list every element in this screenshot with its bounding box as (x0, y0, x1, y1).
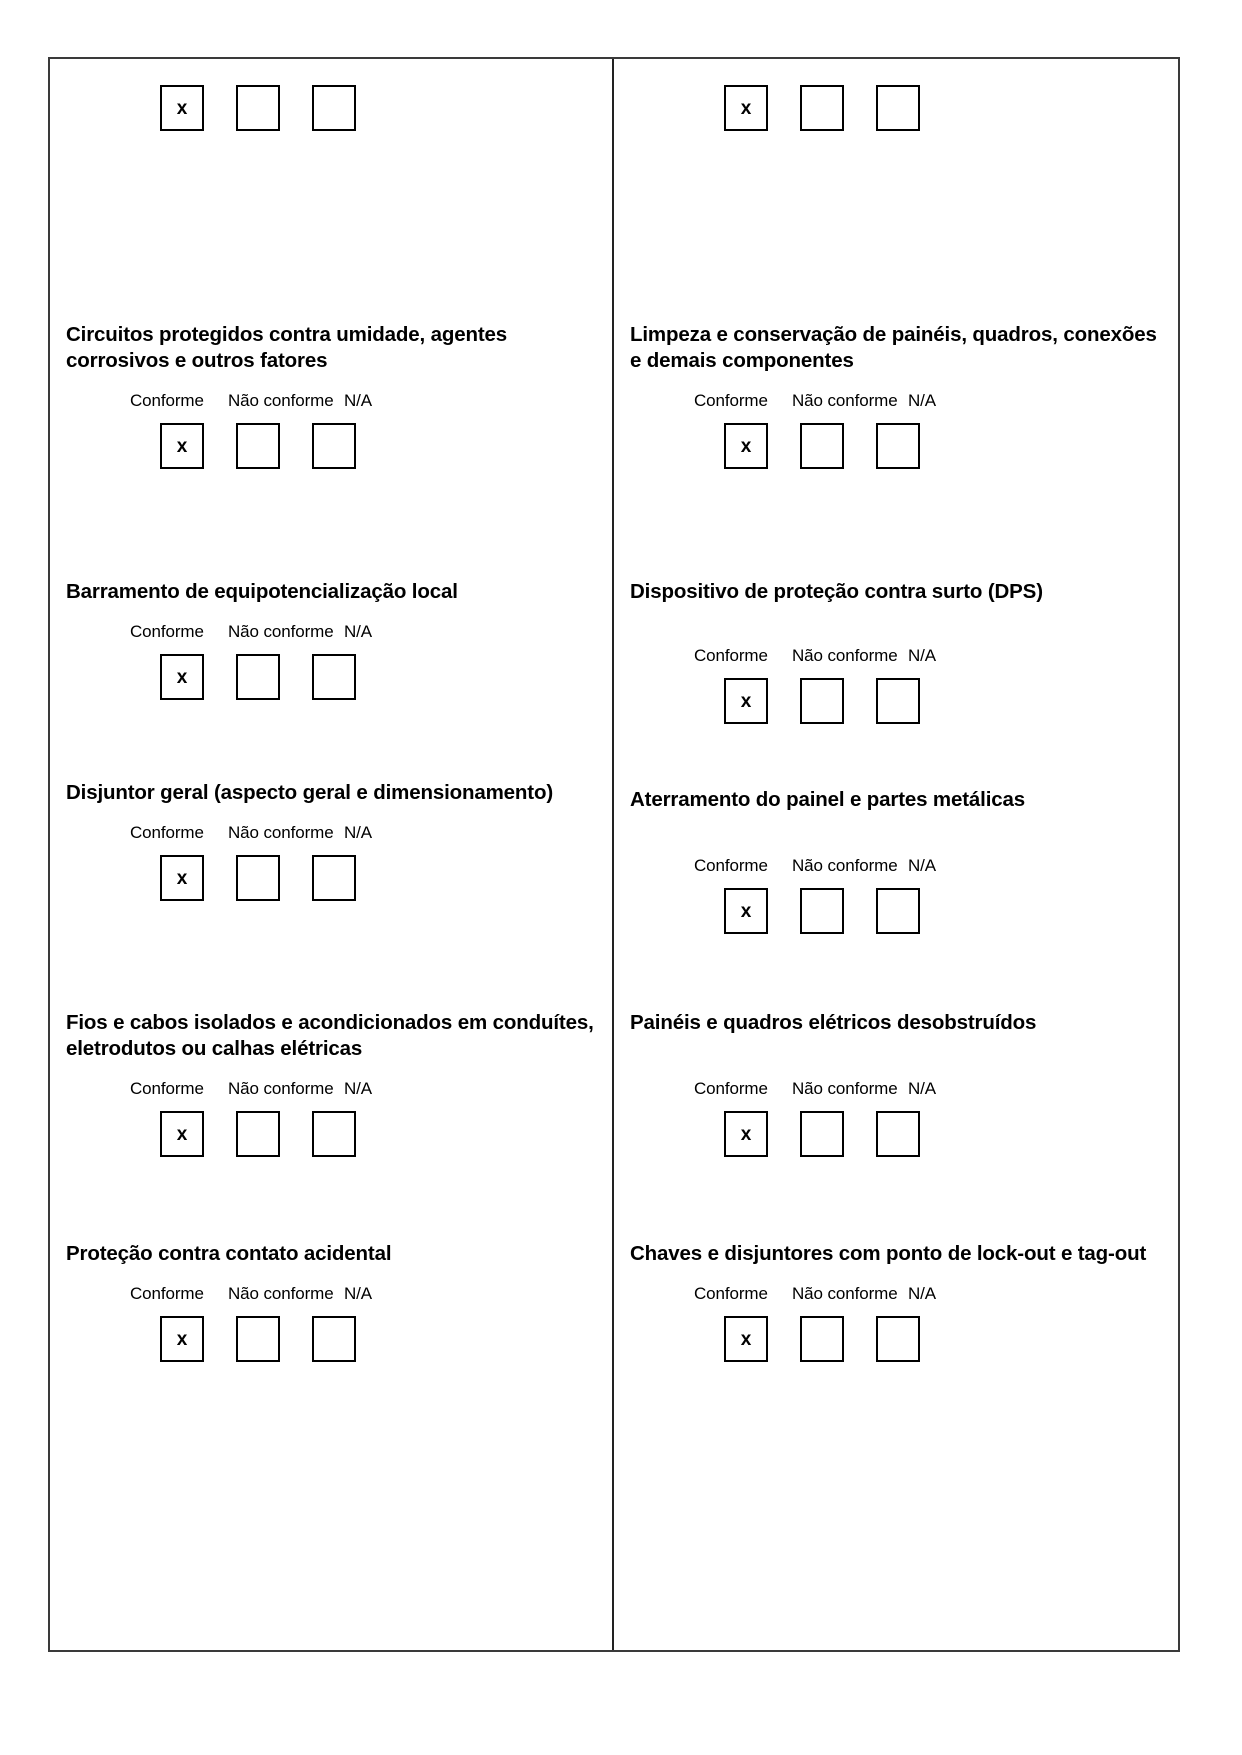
option-label-conforme: Conforme (694, 856, 768, 876)
option-label-na: N/A (344, 622, 373, 642)
checklist-item (614, 579, 1178, 724)
checkbox-conforme[interactable]: x (724, 1111, 768, 1157)
checkbox-row (50, 855, 612, 901)
checkbox-nao-conforme[interactable] (236, 423, 280, 469)
checkbox-conforme[interactable]: x (724, 888, 768, 934)
checklist-frame (48, 57, 1180, 1652)
checklist-item (614, 1010, 1178, 1157)
checklist-item-title: Painéis e quadros elétricos desobstruídos (630, 1011, 1037, 1034)
checkbox-row (50, 1316, 612, 1362)
checkbox-nao-conforme[interactable] (236, 85, 280, 131)
checkbox-nao-conforme[interactable] (800, 1316, 844, 1362)
checkbox-nao-conforme[interactable] (236, 654, 280, 700)
checklist-item-title: Limpeza e conservação de painéis, quadros, conexões e demais componentes (630, 323, 1157, 373)
checklist-item (50, 780, 612, 901)
checkbox-na[interactable] (312, 1111, 356, 1157)
checklist-column-right (614, 59, 1178, 1650)
checkbox-nao-conforme[interactable] (800, 678, 844, 724)
option-label-nao-conforme: Não conforme (792, 646, 898, 666)
option-label-nao-conforme: Não conforme (228, 391, 334, 411)
option-label-na: N/A (344, 391, 373, 411)
checkbox-nao-conforme[interactable] (236, 1111, 280, 1157)
option-label-nao-conforme: Não conforme (228, 1079, 334, 1099)
option-label-row (614, 647, 1178, 664)
checklist-item-title: Chaves e disjuntores com ponto de lock-out e tag-out (630, 1242, 1147, 1265)
checkbox-nao-conforme[interactable] (800, 888, 844, 934)
option-label-row (50, 824, 612, 841)
checkbox-row (50, 423, 612, 469)
checkbox-nao-conforme[interactable] (800, 85, 844, 131)
checkbox-row (614, 888, 1178, 934)
checklist-item-title: Circuitos protegidos contra umidade, agentes corrosivos e outros fatores (66, 323, 508, 373)
checkbox-row (614, 1111, 1178, 1157)
option-label-na: N/A (344, 1079, 373, 1099)
option-label-conforme: Conforme (694, 1284, 768, 1304)
checkbox-conforme[interactable]: x (724, 678, 768, 724)
checkbox-conforme[interactable]: x (160, 423, 204, 469)
checklist-item (614, 787, 1178, 934)
checkbox-row (50, 1111, 612, 1157)
option-label-nao-conforme: Não conforme (792, 1079, 898, 1099)
option-label-row (50, 1080, 612, 1097)
option-label-nao-conforme: Não conforme (228, 823, 334, 843)
checklist-item (614, 322, 1178, 469)
option-label-conforme: Conforme (694, 646, 768, 666)
option-label-na: N/A (908, 391, 937, 411)
orphan-checkbox-group-right (614, 71, 1178, 131)
orphan-checkbox-group-left (50, 71, 612, 131)
option-label-nao-conforme: Não conforme (228, 1284, 334, 1304)
option-label-row (50, 623, 612, 640)
option-label-na: N/A (908, 646, 937, 666)
checkbox-conforme[interactable]: x (724, 85, 768, 131)
checkbox-conforme[interactable]: x (160, 1111, 204, 1157)
checkbox-na[interactable] (312, 1316, 356, 1362)
checkbox-conforme[interactable]: x (724, 1316, 768, 1362)
checkbox-na[interactable] (876, 423, 920, 469)
option-label-na: N/A (344, 823, 373, 843)
checkbox-nao-conforme[interactable] (236, 1316, 280, 1362)
checkbox-row (614, 678, 1178, 724)
checkbox-conforme[interactable]: x (160, 654, 204, 700)
option-label-conforme: Conforme (130, 391, 204, 411)
checkbox-nao-conforme[interactable] (800, 423, 844, 469)
checklist-item-title: Fios e cabos isolados e acondicionados em conduítes, eletrodutos ou calhas elétricas (66, 1011, 594, 1061)
option-label-na: N/A (344, 1284, 373, 1304)
option-label-conforme: Conforme (130, 823, 204, 843)
option-label-conforme: Conforme (130, 1079, 204, 1099)
checklist-item (50, 1241, 612, 1362)
checkbox-row (614, 423, 1178, 469)
checkbox-conforme[interactable]: x (724, 423, 768, 469)
checkbox-nao-conforme[interactable] (800, 1111, 844, 1157)
checkbox-row (614, 85, 1178, 131)
checkbox-nao-conforme[interactable] (236, 855, 280, 901)
option-label-nao-conforme: Não conforme (792, 391, 898, 411)
checklist-item (50, 1010, 612, 1157)
checkbox-na[interactable] (312, 423, 356, 469)
option-label-row (614, 1285, 1178, 1302)
option-label-nao-conforme: Não conforme (228, 622, 334, 642)
checklist-item-title: Dispositivo de proteção contra surto (DPS) (630, 580, 1043, 603)
checklist-item-title: Proteção contra contato acidental (66, 1242, 392, 1265)
checkbox-row (50, 654, 612, 700)
checklist-item (50, 322, 612, 469)
checkbox-row (614, 1316, 1178, 1362)
option-label-row (614, 1080, 1178, 1097)
option-label-row (50, 392, 612, 409)
checkbox-na[interactable] (876, 1111, 920, 1157)
checkbox-conforme[interactable]: x (160, 85, 204, 131)
option-label-conforme: Conforme (130, 622, 204, 642)
option-label-conforme: Conforme (130, 1284, 204, 1304)
checkbox-na[interactable] (876, 1316, 920, 1362)
option-label-nao-conforme: Não conforme (792, 856, 898, 876)
checkbox-na[interactable] (876, 678, 920, 724)
checkbox-na[interactable] (312, 85, 356, 131)
option-label-na: N/A (908, 856, 937, 876)
checkbox-conforme[interactable]: x (160, 855, 204, 901)
option-label-row (614, 857, 1178, 874)
checklist-item-title: Disjuntor geral (aspecto geral e dimensionamento) (66, 781, 554, 804)
option-label-row (614, 392, 1178, 409)
checklist-column-left (50, 59, 614, 1650)
checklist-item-title: Barramento de equipotencialização local (66, 580, 458, 603)
option-label-na: N/A (908, 1284, 937, 1304)
checkbox-conforme[interactable]: x (160, 1316, 204, 1362)
checkbox-na[interactable] (312, 855, 356, 901)
checkbox-na[interactable] (876, 85, 920, 131)
checklist-item (614, 1241, 1178, 1362)
checkbox-row (50, 85, 612, 131)
checkbox-na[interactable] (312, 654, 356, 700)
option-label-na: N/A (908, 1079, 937, 1099)
option-label-nao-conforme: Não conforme (792, 1284, 898, 1304)
checkbox-na[interactable] (876, 888, 920, 934)
option-label-conforme: Conforme (694, 391, 768, 411)
option-label-row (50, 1285, 612, 1302)
checklist-item-title: Aterramento do painel e partes metálicas (630, 788, 1026, 811)
checklist-item (50, 579, 612, 700)
option-label-conforme: Conforme (694, 1079, 768, 1099)
